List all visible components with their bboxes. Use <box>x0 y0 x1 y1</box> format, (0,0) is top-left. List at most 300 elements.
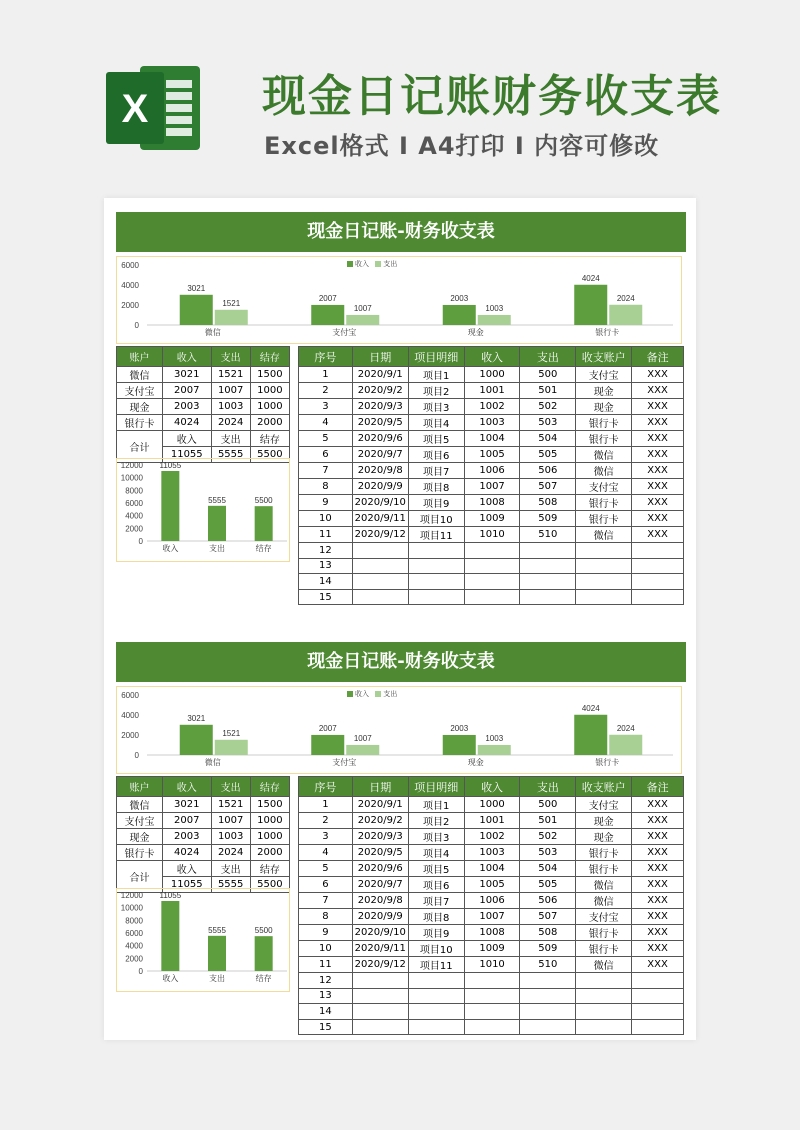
total-bar-chart-svg <box>117 459 291 563</box>
journal-cell: 微信 <box>576 877 632 893</box>
logo-letter: X <box>121 87 149 131</box>
bar-total <box>208 936 226 971</box>
journal-cell: 支付宝 <box>576 909 632 925</box>
account-cell: 3021 <box>162 367 211 383</box>
y-tick-label: 0 <box>134 751 139 760</box>
account-cell: 现金 <box>117 399 163 415</box>
journal-cell <box>352 558 408 574</box>
account-row <box>117 845 290 861</box>
journal-cell: 9 <box>299 925 353 941</box>
journal-cell: 11 <box>299 527 353 543</box>
y-tick-label: 12000 <box>120 891 143 900</box>
journal-cell: 1003 <box>464 415 520 431</box>
bar-value-label: 5500 <box>254 496 273 506</box>
journal-cell: 2 <box>299 383 353 399</box>
col-header: 备注 <box>632 347 684 367</box>
journal-cell <box>520 973 576 989</box>
page-header <box>0 0 800 190</box>
bar-value-label: 3021 <box>187 713 206 723</box>
table-row <box>299 829 684 845</box>
table-row <box>299 988 684 1004</box>
journal-cell: 2020/9/7 <box>352 877 408 893</box>
journal-cell: 微信 <box>576 527 632 543</box>
journal-cell: 银行卡 <box>576 941 632 957</box>
journal-cell: XXX <box>632 367 684 383</box>
journal-cell: 项目5 <box>408 861 464 877</box>
journal-cell: 项目11 <box>408 957 464 973</box>
y-tick-label: 4000 <box>125 941 143 951</box>
journal-cell: 项目4 <box>408 415 464 431</box>
y-tick-label: 6000 <box>121 691 139 700</box>
account-cell: 支付宝 <box>117 813 163 829</box>
journal-cell <box>352 988 408 1004</box>
journal-cell: 12 <box>299 543 353 559</box>
account-cell: 3021 <box>162 797 211 813</box>
account-row <box>117 797 290 813</box>
journal-cell <box>576 574 632 590</box>
journal-cell: XXX <box>632 447 684 463</box>
journal-cell: XXX <box>632 797 684 813</box>
journal-cell: 2020/9/11 <box>352 511 408 527</box>
journal-cell: 1004 <box>464 861 520 877</box>
bar-expense <box>346 315 379 325</box>
journal-cell: 项目3 <box>408 829 464 845</box>
account-cell: 银行卡 <box>117 415 163 431</box>
table-row <box>299 957 684 973</box>
col-header: 支出 <box>211 347 250 367</box>
journal-cell: 502 <box>520 829 576 845</box>
journal-cell <box>576 988 632 1004</box>
journal-cell <box>352 973 408 989</box>
journal-cell: 15 <box>299 1019 353 1035</box>
journal-cell: 507 <box>520 909 576 925</box>
col-header: 收支账户 <box>576 347 632 367</box>
journal-cell: 项目2 <box>408 813 464 829</box>
journal-cell <box>632 1019 684 1035</box>
journal-table <box>298 776 684 1035</box>
journal-cell: XXX <box>632 399 684 415</box>
bar-value-label: 2024 <box>616 723 635 733</box>
journal-cell: 2020/9/5 <box>352 415 408 431</box>
y-tick-label: 2000 <box>125 954 143 964</box>
account-cell: 2024 <box>211 415 250 431</box>
journal-cell <box>408 574 464 590</box>
legend-label-income: 收入 <box>355 690 369 698</box>
journal-cell: 现金 <box>576 813 632 829</box>
y-tick-label: 4000 <box>125 511 143 521</box>
y-tick-label: 2000 <box>121 301 139 310</box>
col-header: 日期 <box>352 777 408 797</box>
journal-cell <box>408 589 464 605</box>
journal-cell <box>576 589 632 605</box>
account-cell: 1007 <box>211 383 250 399</box>
journal-cell: 5 <box>299 431 353 447</box>
journal-cell <box>464 973 520 989</box>
bar-value-label: 1003 <box>485 303 504 313</box>
col-header: 项目明细 <box>408 777 464 797</box>
total-value-cell: 11055 <box>162 877 211 893</box>
journal-cell <box>632 589 684 605</box>
account-cell: 1000 <box>250 383 289 399</box>
journal-cell: 508 <box>520 925 576 941</box>
journal-cell: 1010 <box>464 527 520 543</box>
journal-cell: 2020/9/1 <box>352 367 408 383</box>
col-header: 收支账户 <box>576 777 632 797</box>
account-bar-chart-svg <box>117 687 683 775</box>
journal-cell: XXX <box>632 463 684 479</box>
x-tick-label: 支出 <box>209 974 225 983</box>
journal-cell <box>576 558 632 574</box>
journal-cell: 2020/9/10 <box>352 925 408 941</box>
journal-cell: 2020/9/10 <box>352 495 408 511</box>
total-value-cell: 11055 <box>162 447 211 463</box>
col-header: 结存 <box>250 777 289 797</box>
journal-cell: 项目3 <box>408 399 464 415</box>
journal-cell: XXX <box>632 925 684 941</box>
journal-cell <box>520 574 576 590</box>
table-row <box>299 973 684 989</box>
journal-cell: 微信 <box>576 893 632 909</box>
journal-cell <box>576 973 632 989</box>
journal-cell: 1000 <box>464 367 520 383</box>
table-row <box>299 1004 684 1020</box>
x-tick-label: 收入 <box>162 544 179 553</box>
account-cell: 2024 <box>211 845 250 861</box>
bar-value-label: 2003 <box>450 293 469 303</box>
journal-cell: 2020/9/9 <box>352 909 408 925</box>
account-row <box>117 383 290 399</box>
journal-cell: 502 <box>520 399 576 415</box>
journal-cell <box>520 589 576 605</box>
journal-cell: 500 <box>520 367 576 383</box>
table-row <box>299 447 684 463</box>
journal-cell <box>520 1004 576 1020</box>
journal-cell: 1005 <box>464 447 520 463</box>
journal-cell <box>352 1004 408 1020</box>
journal-cell <box>352 1019 408 1035</box>
journal-cell: 项目10 <box>408 511 464 527</box>
y-tick-label: 8000 <box>125 916 143 926</box>
journal-cell: 1000 <box>464 797 520 813</box>
bar-value-label: 1007 <box>353 303 372 313</box>
journal-cell: 项目9 <box>408 925 464 941</box>
journal-cell: XXX <box>632 957 684 973</box>
col-header: 收入 <box>162 347 211 367</box>
col-header: 备注 <box>632 777 684 797</box>
table-row <box>299 909 684 925</box>
col-header: 收入 <box>464 777 520 797</box>
journal-cell: 现金 <box>576 829 632 845</box>
bar-value-label: 1521 <box>222 728 241 738</box>
journal-cell <box>520 1019 576 1035</box>
journal-cell: XXX <box>632 383 684 399</box>
journal-cell: 5 <box>299 861 353 877</box>
journal-cell: 微信 <box>576 957 632 973</box>
bar-expense <box>478 745 511 755</box>
journal-cell: 11 <box>299 957 353 973</box>
journal-cell: 2020/9/8 <box>352 463 408 479</box>
journal-cell: XXX <box>632 479 684 495</box>
col-header: 收入 <box>464 347 520 367</box>
total-header-cell: 支出 <box>211 431 250 447</box>
y-tick-label: 6000 <box>125 929 143 938</box>
account-cell: 1500 <box>250 367 289 383</box>
y-tick-label: 4000 <box>121 711 139 720</box>
journal-cell: 504 <box>520 861 576 877</box>
account-bar-chart-svg <box>117 257 683 345</box>
journal-cell: 银行卡 <box>576 845 632 861</box>
y-tick-label: 12000 <box>120 461 143 470</box>
journal-cell: XXX <box>632 829 684 845</box>
journal-cell: 501 <box>520 813 576 829</box>
account-cell: 1007 <box>211 813 250 829</box>
journal-cell: 503 <box>520 415 576 431</box>
bar-value-label: 1003 <box>485 733 504 743</box>
journal-cell: 2020/9/6 <box>352 861 408 877</box>
page-title: 现金日记账财务收支表 <box>262 71 722 122</box>
y-tick-label: 0 <box>134 321 139 330</box>
journal-cell: 15 <box>299 589 353 605</box>
bar-expense <box>215 310 248 325</box>
journal-cell: 1002 <box>464 399 520 415</box>
account-cell: 1521 <box>211 797 250 813</box>
account-cell: 微信 <box>117 367 163 383</box>
account-cell: 1003 <box>211 399 250 415</box>
journal-cell: XXX <box>632 431 684 447</box>
journal-cell: 500 <box>520 797 576 813</box>
table-row <box>299 527 684 543</box>
journal-cell: 1004 <box>464 431 520 447</box>
table-row <box>299 893 684 909</box>
bar-expense <box>346 745 379 755</box>
journal-cell: 8 <box>299 909 353 925</box>
journal-cell: 3 <box>299 829 353 845</box>
journal-cell: XXX <box>632 877 684 893</box>
total-header-cell: 收入 <box>162 431 211 447</box>
journal-cell: 510 <box>520 957 576 973</box>
total-value-cell: 5500 <box>250 447 289 463</box>
journal-cell: XXX <box>632 909 684 925</box>
journal-cell: 1010 <box>464 957 520 973</box>
sheet-title-banner: 现金日记账-财务收支表 <box>116 642 686 682</box>
table-row <box>299 797 684 813</box>
total-label: 合计 <box>117 861 163 893</box>
journal-cell: 509 <box>520 511 576 527</box>
journal-cell: 1009 <box>464 511 520 527</box>
legend-label-income: 收入 <box>355 260 369 268</box>
col-header: 序号 <box>299 347 353 367</box>
total-header-row <box>117 431 290 447</box>
table-row <box>299 415 684 431</box>
total-label: 合计 <box>117 431 163 463</box>
total-bar-chart-svg <box>117 889 291 993</box>
journal-cell: 微信 <box>576 447 632 463</box>
journal-cell: 支付宝 <box>576 797 632 813</box>
page-subtitle: Excel格式 Ⅰ A4打印 Ⅰ 内容可修改 <box>264 132 660 160</box>
account-cell: 2003 <box>162 829 211 845</box>
x-tick-label: 收入 <box>162 974 179 983</box>
journal-cell <box>520 558 576 574</box>
journal-cell: XXX <box>632 495 684 511</box>
table-row <box>299 495 684 511</box>
account-bar-chart <box>116 256 682 344</box>
journal-cell: XXX <box>632 415 684 431</box>
journal-cell: 项目10 <box>408 941 464 957</box>
total-header-cell: 结存 <box>250 431 289 447</box>
account-cell: 1500 <box>250 797 289 813</box>
bar-total <box>255 936 273 971</box>
y-tick-label: 0 <box>138 967 143 976</box>
account-cell: 1000 <box>250 813 289 829</box>
journal-cell: 2020/9/8 <box>352 893 408 909</box>
bar-value-label: 2003 <box>450 723 469 733</box>
x-tick-label: 支付宝 <box>332 328 357 337</box>
table-row <box>299 925 684 941</box>
x-tick-label: 现金 <box>467 328 484 337</box>
journal-cell <box>576 1019 632 1035</box>
bar-value-label: 5500 <box>254 926 273 936</box>
journal-cell: 项目6 <box>408 877 464 893</box>
x-tick-label: 现金 <box>467 758 484 767</box>
journal-cell: 银行卡 <box>576 861 632 877</box>
journal-cell: 7 <box>299 463 353 479</box>
bar-value-label: 11055 <box>159 890 182 900</box>
journal-cell: 支付宝 <box>576 479 632 495</box>
total-value-cell: 5555 <box>211 447 250 463</box>
bar-value-label: 2007 <box>318 293 337 303</box>
journal-cell: 1008 <box>464 925 520 941</box>
journal-cell <box>464 1019 520 1035</box>
journal-cell: 2020/9/3 <box>352 399 408 415</box>
bar-value-label: 11055 <box>159 460 182 470</box>
account-row <box>117 415 290 431</box>
journal-cell: 银行卡 <box>576 925 632 941</box>
account-cell: 2003 <box>162 399 211 415</box>
journal-cell: 微信 <box>576 463 632 479</box>
journal-cell: 2020/9/6 <box>352 431 408 447</box>
bar-expense <box>609 305 642 325</box>
journal-cell: 项目6 <box>408 447 464 463</box>
journal-cell <box>576 1004 632 1020</box>
journal-cell: 9 <box>299 495 353 511</box>
journal-cell: 1003 <box>464 845 520 861</box>
journal-cell <box>576 543 632 559</box>
col-header: 序号 <box>299 777 353 797</box>
journal-cell: 2020/9/2 <box>352 383 408 399</box>
journal-cell: 13 <box>299 558 353 574</box>
journal-cell: 506 <box>520 463 576 479</box>
x-tick-label: 银行卡 <box>595 758 620 767</box>
journal-cell <box>632 574 684 590</box>
journal-cell: 1007 <box>464 909 520 925</box>
total-header-cell: 收入 <box>162 861 211 877</box>
journal-cell <box>464 988 520 1004</box>
journal-cell: 10 <box>299 941 353 957</box>
col-header: 结存 <box>250 347 289 367</box>
journal-cell <box>632 543 684 559</box>
journal-cell: 项目5 <box>408 431 464 447</box>
y-tick-label: 6000 <box>121 261 139 270</box>
bar-income <box>311 735 344 755</box>
x-tick-label: 微信 <box>204 328 221 337</box>
journal-cell: 项目7 <box>408 463 464 479</box>
total-value-cell: 5500 <box>250 877 289 893</box>
bar-expense <box>609 735 642 755</box>
col-header: 收入 <box>162 777 211 797</box>
bar-value-label: 1007 <box>353 733 372 743</box>
account-cell: 4024 <box>162 415 211 431</box>
col-header: 支出 <box>520 777 576 797</box>
bar-income <box>443 305 476 325</box>
bar-income <box>443 735 476 755</box>
bar-value-label: 5555 <box>208 925 226 935</box>
account-cell: 4024 <box>162 845 211 861</box>
account-cell: 1003 <box>211 829 250 845</box>
journal-cell: 银行卡 <box>576 431 632 447</box>
x-tick-label: 支出 <box>209 544 225 553</box>
col-header: 支出 <box>520 347 576 367</box>
bar-value-label: 3021 <box>187 283 206 293</box>
journal-cell: XXX <box>632 845 684 861</box>
table-row <box>299 941 684 957</box>
bar-value-label: 2007 <box>318 723 337 733</box>
journal-cell <box>408 558 464 574</box>
bar-income <box>180 725 213 755</box>
total-header-cell: 结存 <box>250 861 289 877</box>
account-cell: 1000 <box>250 829 289 845</box>
worksheet-paper <box>104 198 696 1040</box>
journal-cell: 项目2 <box>408 383 464 399</box>
journal-cell: 银行卡 <box>576 415 632 431</box>
total-value-cell: 5555 <box>211 877 250 893</box>
bar-value-label: 5555 <box>208 495 226 505</box>
journal-cell: 1001 <box>464 383 520 399</box>
journal-cell <box>408 988 464 1004</box>
journal-cell: 项目9 <box>408 495 464 511</box>
account-row <box>117 367 290 383</box>
journal-cell <box>408 1019 464 1035</box>
journal-cell: 2020/9/12 <box>352 527 408 543</box>
table-row <box>299 479 684 495</box>
journal-cell: 510 <box>520 527 576 543</box>
journal-cell <box>464 574 520 590</box>
journal-cell: XXX <box>632 511 684 527</box>
journal-cell: 1002 <box>464 829 520 845</box>
y-tick-label: 6000 <box>125 499 143 508</box>
journal-cell <box>408 543 464 559</box>
table-row <box>299 877 684 893</box>
journal-cell: 1 <box>299 797 353 813</box>
journal-cell <box>352 589 408 605</box>
journal-cell: XXX <box>632 861 684 877</box>
journal-cell <box>464 1004 520 1020</box>
bar-value-label: 4024 <box>581 703 600 713</box>
bar-income <box>574 715 607 755</box>
journal-cell: 1006 <box>464 893 520 909</box>
journal-cell: 支付宝 <box>576 367 632 383</box>
journal-cell <box>632 973 684 989</box>
journal-cell: 505 <box>520 877 576 893</box>
account-cell: 1000 <box>250 399 289 415</box>
journal-cell: 2020/9/9 <box>352 479 408 495</box>
journal-cell <box>632 1004 684 1020</box>
journal-cell: 项目8 <box>408 909 464 925</box>
bar-value-label: 2024 <box>616 293 635 303</box>
bar-total <box>161 901 179 971</box>
x-tick-label: 结存 <box>255 544 272 553</box>
journal-cell: 3 <box>299 399 353 415</box>
journal-cell: 8 <box>299 479 353 495</box>
